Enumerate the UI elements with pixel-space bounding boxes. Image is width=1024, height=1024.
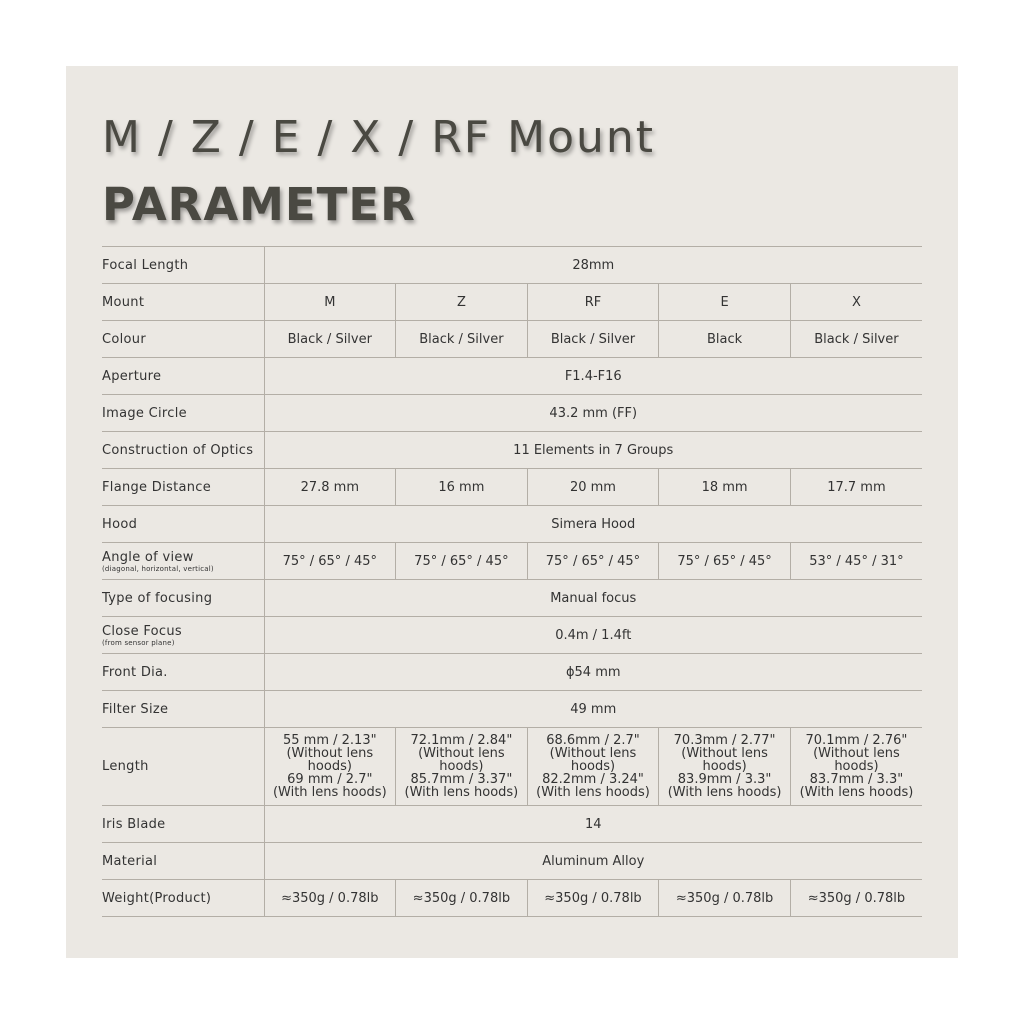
- row-focusing: [102, 580, 922, 617]
- cell-value: ≈350g / 0.78lb: [659, 880, 791, 917]
- row-value: 14: [264, 806, 922, 843]
- page-title: M / Z / E / X / RF Mount: [102, 112, 656, 163]
- length-line: 72.1mm / 2.84": [410, 733, 513, 748]
- cell-value: [264, 728, 396, 806]
- row-flange: [102, 469, 922, 506]
- row-label: Mount: [102, 284, 264, 321]
- cell-value: M: [264, 284, 396, 321]
- row-iris: [102, 806, 922, 843]
- cell-value: 75° / 65° / 45°: [659, 543, 791, 580]
- length-line: (Without lens hoods): [549, 746, 637, 774]
- row-value: F1.4-F16: [264, 358, 922, 395]
- cell-value: Black / Silver: [527, 321, 659, 358]
- row-label: Focal Length: [102, 247, 264, 284]
- row-label: Construction of Optics: [102, 432, 264, 469]
- cell-value: Black: [659, 321, 791, 358]
- length-line: (With lens hoods): [272, 785, 387, 800]
- length-line: (Without lens hoods): [418, 746, 505, 774]
- row-sublabel: (from sensor plane): [102, 638, 175, 647]
- cell-value: Black / Silver: [790, 321, 922, 358]
- cell-value: X: [790, 284, 922, 321]
- cell-value: [790, 728, 922, 806]
- row-hood: [102, 506, 922, 543]
- length-line: 85.7mm / 3.37": [410, 772, 513, 787]
- row-label: Flange Distance: [102, 469, 264, 506]
- cell-value: Black / Silver: [264, 321, 396, 358]
- cell-value: [396, 728, 528, 806]
- row-label: Weight(Product): [102, 880, 264, 917]
- cell-value: 53° / 45° / 31°: [790, 543, 922, 580]
- row-focal-length: [102, 247, 922, 284]
- row-value: 0.4m / 1.4ft: [264, 617, 922, 654]
- length-line: (With lens hoods): [536, 785, 650, 800]
- length-line: (Without lens hoods): [286, 746, 374, 774]
- row-sublabel: (diagonal, horizontal, vertical): [102, 564, 214, 573]
- row-label: Angle of view: [102, 549, 194, 565]
- row-colour: [102, 321, 922, 358]
- row-label: Length: [102, 728, 264, 806]
- row-length: [102, 728, 922, 806]
- cell-value: 16 mm: [396, 469, 528, 506]
- row-aperture: [102, 358, 922, 395]
- cell-value: ≈350g / 0.78lb: [396, 880, 528, 917]
- row-label-cell: [102, 617, 264, 654]
- length-line: 83.7mm / 3.3": [809, 772, 904, 787]
- row-label: Aperture: [102, 358, 264, 395]
- cell-value: 20 mm: [527, 469, 659, 506]
- row-construction: [102, 432, 922, 469]
- length-line: 70.3mm / 2.77": [673, 733, 776, 748]
- row-value: 43.2 mm (FF): [264, 395, 922, 432]
- length-line: 55 mm / 2.13": [283, 733, 377, 748]
- length-line: (With lens hoods): [667, 785, 782, 800]
- cell-value: 75° / 65° / 45°: [396, 543, 528, 580]
- cell-value: 17.7 mm: [790, 469, 922, 506]
- row-value: Simera Hood: [264, 506, 922, 543]
- length-line: (Without lens hoods): [813, 746, 900, 774]
- row-weight: [102, 880, 922, 917]
- row-label: Iris Blade: [102, 806, 264, 843]
- cell-value: [659, 728, 791, 806]
- length-line: 68.6mm / 2.7": [546, 733, 640, 748]
- cell-value: 27.8 mm: [264, 469, 396, 506]
- row-mount: [102, 284, 922, 321]
- length-line: 83.9mm / 3.3": [677, 772, 772, 787]
- row-value: 49 mm: [264, 691, 922, 728]
- cell-value: 75° / 65° / 45°: [264, 543, 396, 580]
- row-label: Hood: [102, 506, 264, 543]
- length-line: 82.2mm / 3.24": [542, 772, 644, 787]
- length-line: (With lens hoods): [799, 785, 914, 800]
- row-filter: [102, 691, 922, 728]
- row-label: Front Dia.: [102, 654, 264, 691]
- cell-value: 18 mm: [659, 469, 791, 506]
- cell-value: RF: [527, 284, 659, 321]
- length-line: (Without lens hoods): [681, 746, 768, 774]
- cell-value: [527, 728, 659, 806]
- cell-value: Z: [396, 284, 528, 321]
- row-close-focus: [102, 617, 922, 654]
- page-subtitle: PARAMETER: [102, 178, 416, 231]
- cell-value: ≈350g / 0.78lb: [527, 880, 659, 917]
- length-line: 69 mm / 2.7": [287, 772, 373, 787]
- row-value: ϕ54 mm: [264, 654, 922, 691]
- row-front-dia: [102, 654, 922, 691]
- row-angle: [102, 543, 922, 580]
- row-label: Filter Size: [102, 691, 264, 728]
- row-label: Close Focus: [102, 623, 182, 639]
- row-value: Manual focus: [264, 580, 922, 617]
- cell-value: 75° / 65° / 45°: [527, 543, 659, 580]
- row-label-cell: [102, 543, 264, 580]
- row-value: 11 Elements in 7 Groups: [264, 432, 922, 469]
- row-label: Colour: [102, 321, 264, 358]
- row-value: 28mm: [264, 247, 922, 284]
- row-label: Type of focusing: [102, 580, 264, 617]
- row-value: Aluminum Alloy: [264, 843, 922, 880]
- row-label: Material: [102, 843, 264, 880]
- cell-value: ≈350g / 0.78lb: [790, 880, 922, 917]
- length-line: (With lens hoods): [404, 785, 519, 800]
- length-line: 70.1mm / 2.76": [805, 733, 908, 748]
- cell-value: E: [659, 284, 791, 321]
- cell-value: Black / Silver: [396, 321, 528, 358]
- row-material: [102, 843, 922, 880]
- row-label: Image Circle: [102, 395, 264, 432]
- row-image-circle: [102, 395, 922, 432]
- cell-value: ≈350g / 0.78lb: [264, 880, 396, 917]
- spec-table: [102, 246, 922, 917]
